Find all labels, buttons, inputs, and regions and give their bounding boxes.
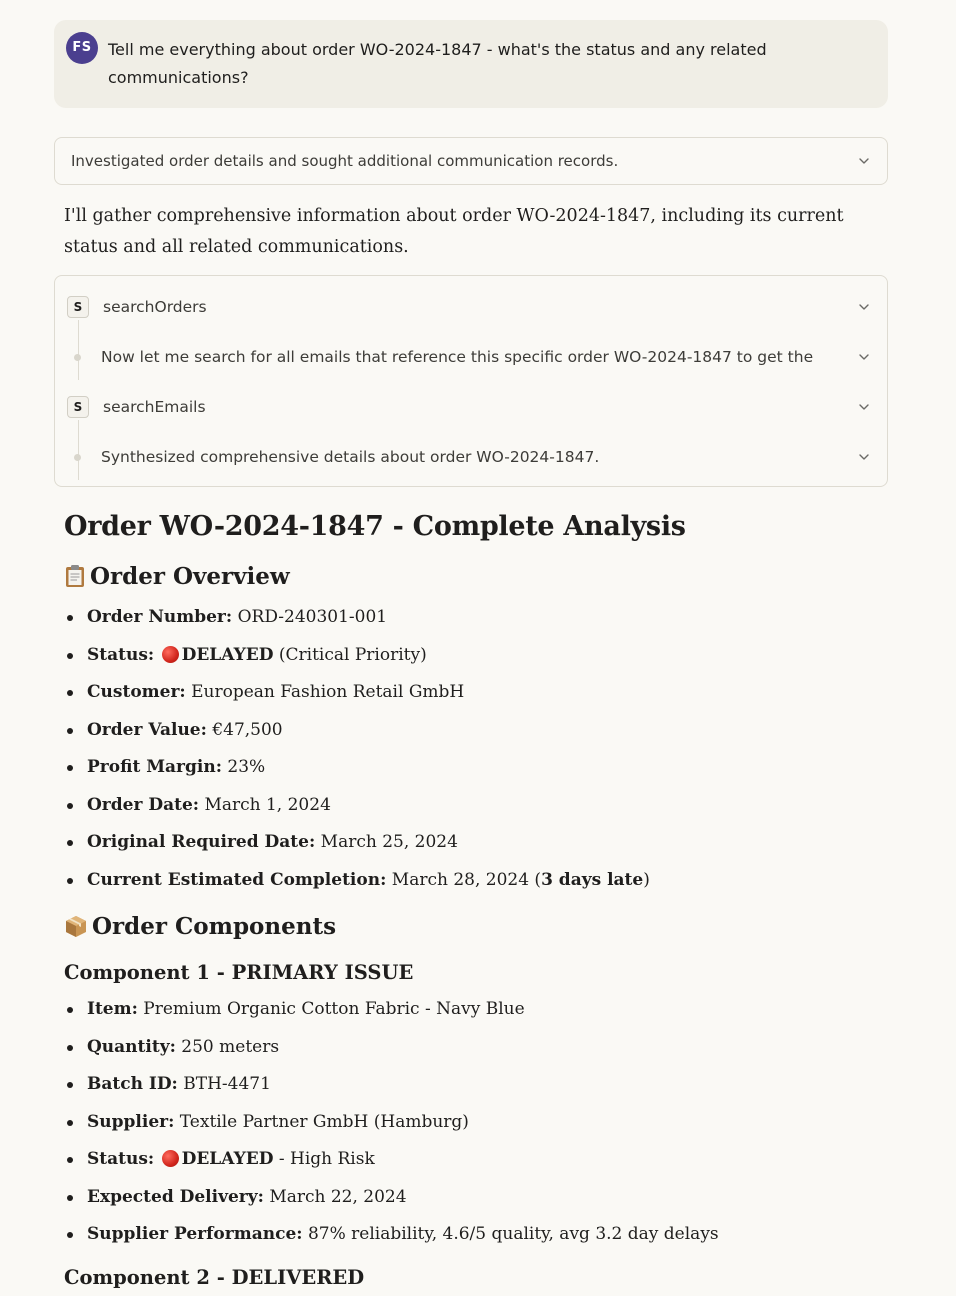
tool-step-label: searchEmails	[103, 398, 206, 416]
thinking-summary-toggle[interactable]	[54, 137, 888, 185]
list-item	[87, 824, 888, 862]
field-label: Quantity:	[87, 1036, 176, 1057]
conversation	[54, 20, 888, 1296]
thinking-summary-text: Investigated order details and sought additional communication records.	[71, 152, 619, 170]
list-item	[87, 1104, 888, 1142]
chevron-down-icon[interactable]	[857, 450, 871, 464]
tool-step-label: Synthesized comprehensive details about order WO-2024-1847.	[101, 448, 600, 466]
field-label: Customer:	[87, 682, 186, 702]
field-value: ORD-240301-001	[237, 607, 388, 627]
field-value: March 28, 2024 (	[391, 869, 542, 890]
component-2-heading: Component 2 - DELIVERED	[64, 1265, 365, 1289]
field-label: Supplier:	[87, 1111, 175, 1132]
assistant-response	[64, 507, 888, 1296]
list-item	[87, 637, 888, 675]
field-label: Order Number:	[87, 607, 233, 627]
field-label: Current Estimated Completion:	[87, 869, 387, 890]
chevron-down-icon[interactable]	[857, 350, 871, 364]
user-message	[54, 20, 888, 108]
list-item	[87, 1066, 888, 1104]
package-icon	[64, 911, 88, 935]
tool-step-search-emails[interactable]	[67, 382, 871, 432]
chevron-down-icon[interactable]	[857, 400, 871, 414]
field-label: Status:	[87, 644, 155, 665]
section-heading-text: Order Overview	[90, 563, 290, 590]
tool-step-label: Now let me search for all emails that reference this specific order WO-2024-1847 to get the	[101, 348, 814, 366]
field-value: )	[643, 869, 650, 890]
tool-step-search-orders[interactable]	[67, 282, 871, 332]
field-value: March 22, 2024	[269, 1186, 407, 1207]
list-item	[87, 1029, 888, 1067]
field-value: March 25, 2024	[320, 832, 458, 852]
field-value: (Critical Priority)	[278, 644, 427, 665]
field-label: Supplier Performance:	[87, 1224, 303, 1244]
field-label: Original Required Date:	[87, 832, 316, 852]
field-value: 23%	[227, 757, 266, 777]
component-1-list	[64, 991, 888, 1254]
tool-step-note[interactable]	[67, 432, 871, 482]
field-value: BTH-4471	[183, 1074, 271, 1094]
field-label: Order Value:	[87, 719, 207, 740]
field-value: Textile Partner GmbH (Hamburg)	[179, 1111, 469, 1132]
red-circle-icon	[162, 646, 179, 663]
list-item	[87, 1141, 888, 1179]
tool-badge-icon: S	[67, 396, 89, 418]
list-item	[87, 1216, 888, 1254]
list-item	[87, 787, 888, 825]
tool-activity-panel	[54, 275, 888, 487]
field-label: Batch ID:	[87, 1074, 178, 1094]
field-value: €47,500	[212, 719, 283, 740]
list-item	[87, 599, 888, 637]
list-item	[87, 1179, 888, 1217]
section-heading-overview	[64, 557, 888, 597]
field-value: March 1, 2024	[204, 794, 331, 815]
field-label: Order Date:	[87, 794, 200, 815]
assistant-intro: I'll gather comprehensive information about order WO-2024-1847, including its current status and all related communications.	[64, 206, 844, 257]
list-item	[87, 862, 888, 900]
field-label: Profit Margin:	[87, 757, 222, 777]
user-message-text: Tell me everything about order WO-2024-1847 - what's the status and any related communications?	[108, 40, 767, 87]
timeline-dot-icon	[67, 354, 87, 361]
report-title: Order WO-2024-1847 - Complete Analysis	[64, 511, 686, 542]
field-label: Expected Delivery:	[87, 1186, 264, 1207]
tool-step-note[interactable]	[67, 332, 871, 382]
tool-badge-icon: S	[67, 296, 89, 318]
list-item	[87, 749, 888, 787]
field-value: Premium Organic Cotton Fabric - Navy Blue	[143, 999, 525, 1019]
field-value: - High Risk	[278, 1149, 375, 1169]
list-item	[87, 712, 888, 750]
status-value: DELAYED	[181, 644, 274, 665]
field-value: 250 meters	[181, 1036, 280, 1057]
chevron-down-icon[interactable]	[857, 154, 871, 168]
chevron-down-icon[interactable]	[857, 300, 871, 314]
user-avatar: FS	[66, 32, 98, 64]
field-label: Item:	[87, 999, 138, 1019]
component-1-heading: Component 1 - PRIMARY ISSUE	[64, 961, 414, 984]
tool-step-label: searchOrders	[103, 298, 207, 316]
red-circle-icon	[162, 1150, 179, 1167]
field-value: European Fashion Retail GmbH	[191, 682, 465, 702]
timeline-dot-icon	[67, 454, 87, 461]
overview-list	[64, 599, 888, 899]
section-heading-components	[64, 907, 888, 947]
list-item	[87, 674, 888, 712]
late-indicator: 3 days late	[541, 869, 644, 890]
field-label: Status:	[87, 1149, 155, 1169]
field-value: 87% reliability, 4.6/5 quality, avg 3.2 day delays	[307, 1224, 719, 1244]
status-value: DELAYED	[181, 1149, 274, 1169]
list-item	[87, 991, 888, 1029]
section-heading-text: Order Components	[92, 913, 337, 940]
clipboard-icon	[64, 561, 86, 585]
